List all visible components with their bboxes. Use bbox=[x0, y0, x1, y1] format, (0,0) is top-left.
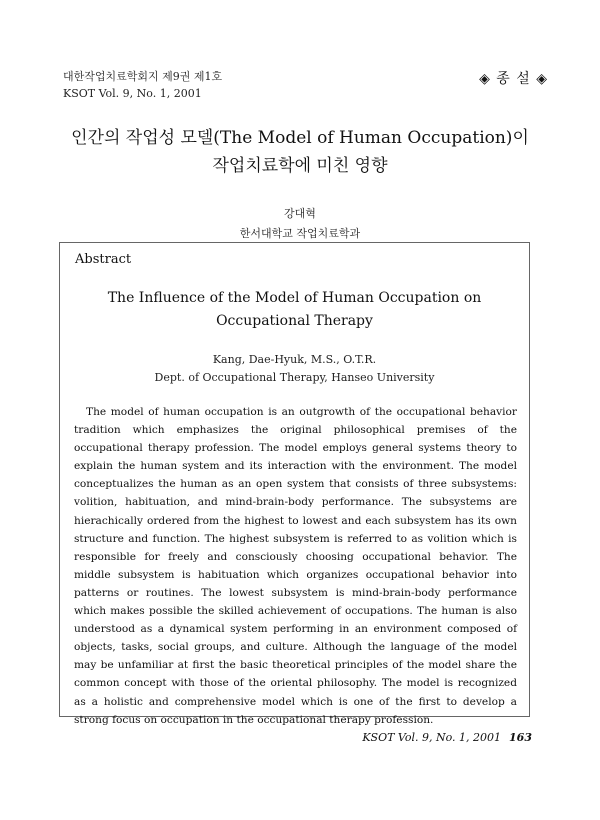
journal-header bbox=[63, 68, 222, 102]
page-footer bbox=[362, 731, 532, 744]
journal-name-korean: 대한작업치료학회지 제9권 제1호 bbox=[63, 70, 223, 83]
abstract-heading: Abstract bbox=[75, 252, 132, 267]
english-author: Kang, Dae-Hyuk, M.S., O.T.R. bbox=[212, 353, 377, 366]
korean-affiliation: 한서대학교 작업치료학과 bbox=[239, 227, 361, 240]
abstract-body: The model of human occupation is an outgrowth of the occupational behavior tradition which emphasizes the original philosophical premises of the occupational therapy profession. The model employs general systems theory to explain the human system and its interaction with the environment. The model conceptualizes the human as an open system that consists of three subsystems: volition, habituation, and mind-brain-body performance. The subsystems are hierachically ordered from the highest to lowest and each subsystem has its own structure and function. The highest subsystem is referred to as volition which is responsible for freely and consciously choosing occupational behavior. The middle subsystem is habituation which organizes occupational behavior into patterns or routines. The lowest subsystem is mind-brain-body performance which makes possible the skilled achievement of occupations. The human is also understood as a dynamical system performing in an environment composed of objects, tasks, social groups, and culture. Although the language of the model may be unfamiliar at first the basic theoretical principles of the model share the common concept with those of the oriental philosophy. The model is recognized as a holistic and comprehensive model which is one of the first to develop a strong focus on occupation in the occupational therapy profession. bbox=[74, 406, 517, 726]
footer-journal: KSOT Vol. 9, No. 1, 2001 bbox=[362, 731, 502, 744]
english-author-block bbox=[60, 351, 529, 387]
korean-title-block bbox=[0, 124, 600, 244]
korean-author-block bbox=[0, 204, 600, 244]
english-title bbox=[60, 287, 529, 333]
korean-title-line-2: 작업치료학에 미친 영향 bbox=[212, 156, 388, 176]
english-affiliation: Dept. of Occupational Therapy, Hanseo University bbox=[154, 371, 435, 384]
korean-title-line-1: 인간의 작업성 모델(The Model of Human Occupation)이 bbox=[71, 128, 529, 148]
journal-citation: KSOT Vol. 9, No. 1, 2001 bbox=[63, 87, 202, 100]
korean-title bbox=[0, 124, 600, 180]
section-tag: ◈ 종 설 ◈ bbox=[479, 71, 548, 87]
korean-author: 강대혁 bbox=[284, 207, 316, 220]
english-title-line-1: The Influence of the Model of Human Occupation on bbox=[107, 290, 482, 306]
english-title-line-2: Occupational Therapy bbox=[216, 313, 373, 329]
page-number: 163 bbox=[509, 731, 532, 744]
abstract-box bbox=[59, 242, 530, 726]
